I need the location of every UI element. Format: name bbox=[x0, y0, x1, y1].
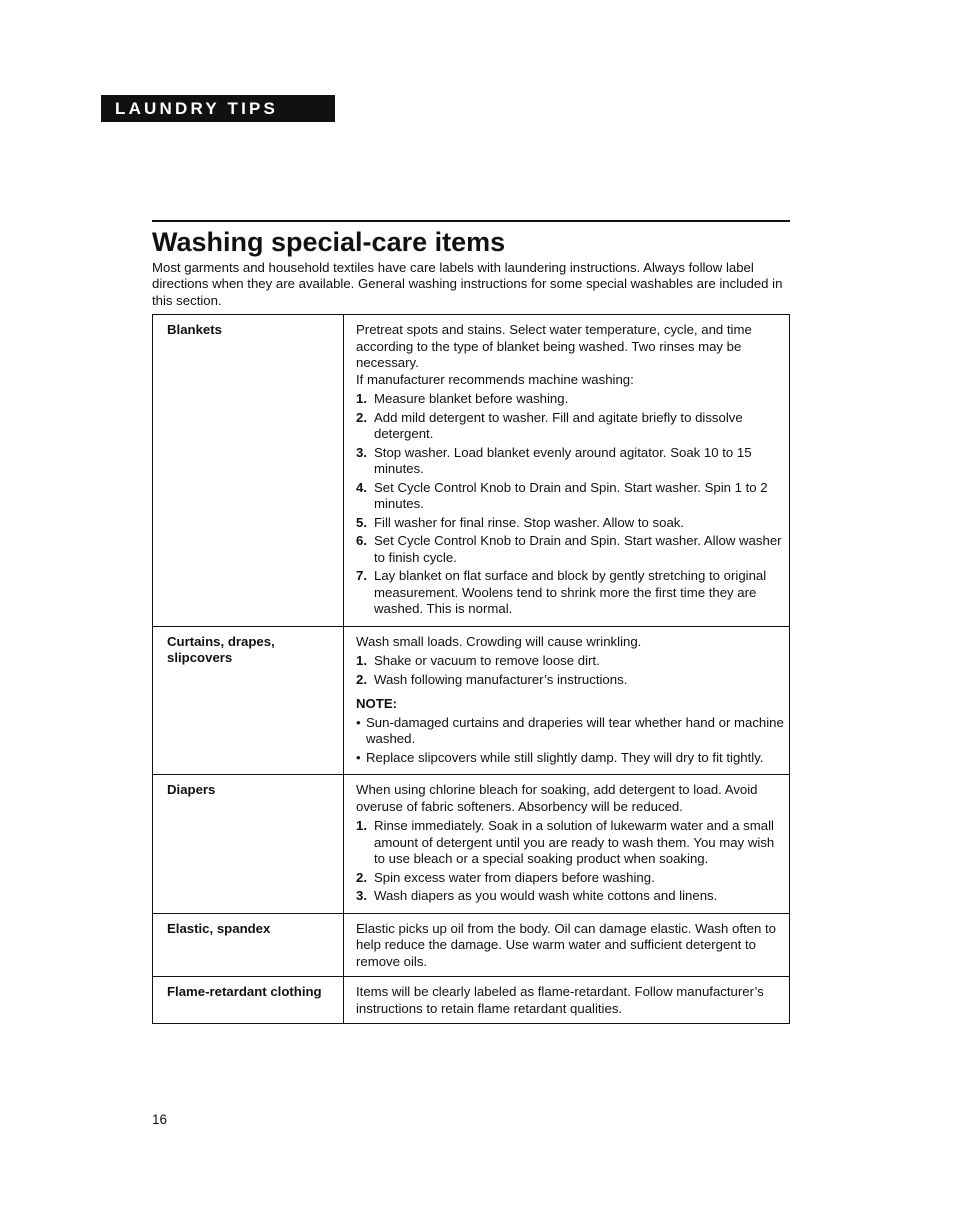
list-item bbox=[356, 515, 786, 532]
steps-list bbox=[356, 818, 786, 905]
steps-list bbox=[356, 391, 786, 618]
table-row bbox=[153, 977, 790, 1024]
step-number: 2. bbox=[356, 671, 367, 687]
step-text: Wash following manufacturer’s instructions. bbox=[374, 671, 628, 687]
list-item bbox=[356, 818, 786, 868]
step-number: 5. bbox=[356, 514, 367, 530]
note-label: NOTE: bbox=[356, 696, 398, 711]
step-text: Lay blanket on flat surface and block by gently stretching to original measurement. Woolens tend to shrink more the first time they are washed. This is normal. bbox=[374, 568, 767, 616]
step-text: Add mild detergent to washer. Fill and agitate briefly to dissolve detergent. bbox=[374, 409, 743, 441]
table-row bbox=[153, 775, 790, 914]
step-text: Shake or vacuum to remove loose dirt. bbox=[374, 653, 600, 668]
table-row bbox=[153, 913, 790, 977]
page-title: Washing special-care items bbox=[152, 227, 506, 257]
list-item bbox=[356, 888, 786, 905]
list-item bbox=[356, 480, 786, 513]
intro-paragraph: Most garments and household textiles have care labels with laundering instructions. Always follow label directions when they are available. General washing instructions for some special washables are included in this section. bbox=[152, 260, 783, 308]
step-number: 3. bbox=[356, 444, 367, 460]
item-name: Flame-retardant clothing bbox=[153, 977, 344, 1024]
item-instructions bbox=[344, 775, 790, 914]
item-name: Blankets bbox=[153, 315, 344, 627]
list-item bbox=[356, 568, 786, 618]
item-name: Elastic, spandex bbox=[153, 913, 344, 977]
list-item bbox=[356, 391, 786, 408]
item-name: Diapers bbox=[153, 775, 344, 914]
step-text: Fill washer for final rinse. Stop washer. Allow to soak. bbox=[374, 514, 685, 530]
step-text: Stop washer. Load blanket evenly around agitator. Soak 10 to 15 minutes. bbox=[374, 444, 752, 476]
instruction-text: Elastic picks up oil from the body. Oil can damage elastic. Wash often to help reduce the damage. Use warm water and sufficient detergent to remove oils. bbox=[356, 920, 776, 969]
step-number: 2. bbox=[356, 869, 367, 885]
item-instructions bbox=[344, 626, 790, 775]
step-number: 7. bbox=[356, 568, 367, 583]
table-row bbox=[153, 626, 790, 775]
instruction-text: When using chlorine bleach for soaking, add detergent to load. Avoid overuse of fabric softeners. Absorbency will be reduced. bbox=[356, 782, 758, 814]
page-number: 16 bbox=[152, 1112, 168, 1127]
step-number: 3. bbox=[356, 888, 367, 903]
item-name: Curtains, drapes, slipcovers bbox=[153, 626, 344, 775]
step-text: Measure blanket before washing. bbox=[374, 391, 569, 406]
list-item bbox=[356, 410, 786, 443]
section-header-bar bbox=[101, 95, 335, 122]
step-number: 1. bbox=[356, 391, 367, 406]
step-text: Set Cycle Control Knob to Drain and Spin. Start washer. Spin 1 to 2 minutes. bbox=[374, 479, 768, 511]
step-number: 4. bbox=[356, 479, 367, 495]
list-item bbox=[356, 445, 786, 478]
step-text: Rinse immediately. Soak in a solution of lukewarm water and a small amount of detergent until you are ready to wash them. You may wish to use bleach or a special soaking product when soaking. bbox=[374, 818, 775, 866]
list-item bbox=[356, 653, 786, 670]
care-table bbox=[152, 314, 790, 1024]
item-instructions bbox=[344, 315, 790, 627]
steps-list bbox=[356, 653, 786, 688]
step-number: 1. bbox=[356, 653, 367, 668]
instruction-text: Items will be clearly labeled as flame-retardant. Follow manufacturer’s instructions to retain flame retardant qualities. bbox=[356, 984, 764, 1016]
instruction-text: If manufacturer recommends machine washing: bbox=[356, 371, 634, 387]
instruction-text: Wash small loads. Crowding will cause wrinkling. bbox=[356, 633, 642, 649]
instruction-text: Pretreat spots and stains. Select water temperature, cycle, and time according to the type of blanket being washed. Two rinses may be necessary. bbox=[356, 322, 752, 370]
title-rule bbox=[152, 220, 790, 222]
step-text: Set Cycle Control Knob to Drain and Spin. Start washer. Allow washer to finish cycle. bbox=[374, 533, 782, 565]
step-text: Wash diapers as you would wash white cottons and linens. bbox=[374, 888, 718, 903]
item-instructions bbox=[344, 913, 790, 977]
list-item bbox=[356, 870, 786, 887]
notes-list bbox=[356, 715, 786, 767]
step-number: 6. bbox=[356, 533, 367, 548]
note-item: • Sun-damaged curtains and draperies will tear whether hand or machine washed. bbox=[356, 715, 786, 748]
step-number: 2. bbox=[356, 409, 367, 425]
list-item bbox=[356, 533, 786, 566]
table-row bbox=[153, 315, 790, 627]
note-item: • Replace slipcovers while still slightly damp. They will dry to fit tightly. bbox=[356, 750, 786, 767]
step-number: 1. bbox=[356, 818, 367, 833]
list-item bbox=[356, 672, 786, 689]
section-label: LAUNDRY TIPS bbox=[115, 99, 279, 118]
step-text: Spin excess water from diapers before washing. bbox=[374, 869, 655, 885]
item-instructions bbox=[344, 977, 790, 1024]
